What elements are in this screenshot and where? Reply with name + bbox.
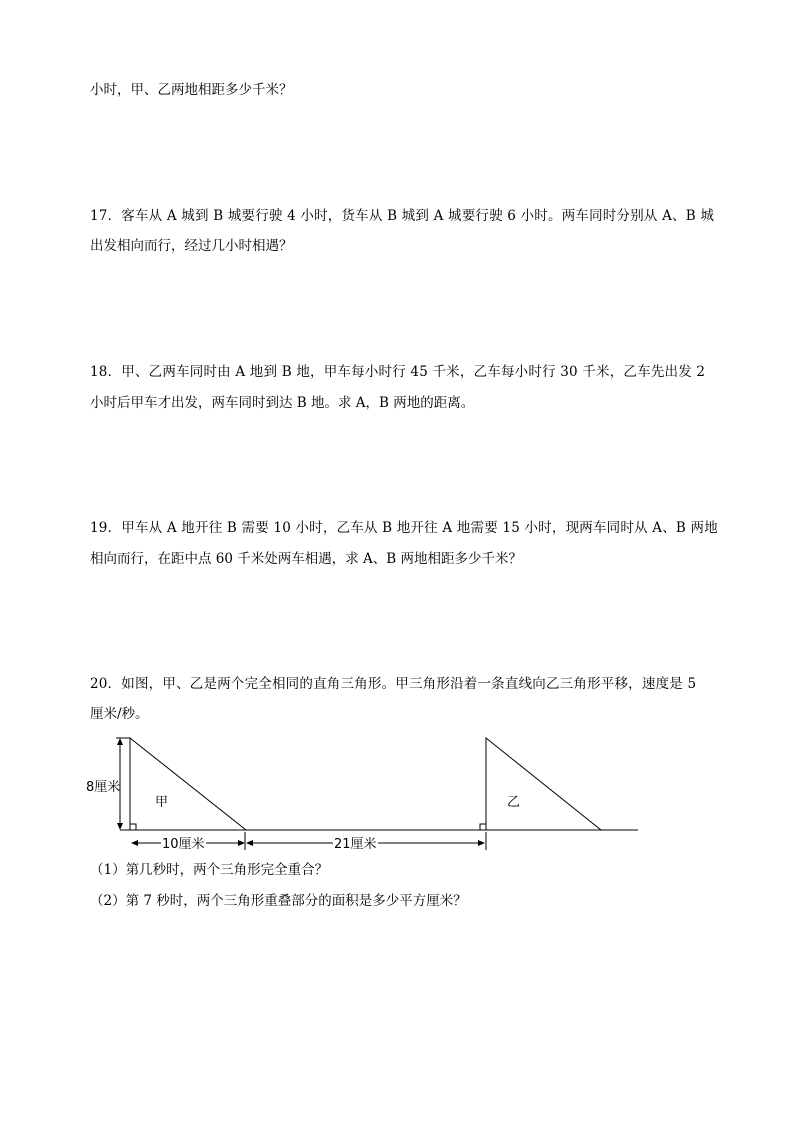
base-arrow-left bbox=[131, 840, 138, 846]
q19-text-line1: 19．甲车从 A 地开往 B 需要 10 小时，乙车从 B 地开往 A 地需要 15 小时，现两车同时从 A、B 两地 bbox=[90, 520, 718, 536]
base-arrow-right bbox=[238, 840, 245, 846]
gap-arrow-right bbox=[478, 840, 485, 846]
gap-arrow-left bbox=[246, 840, 253, 846]
q20-sub1: （1）第几秒时，两个三角形完全重合？ bbox=[90, 862, 329, 878]
q20-triangle-figure bbox=[82, 726, 642, 856]
height-arrow-top bbox=[117, 738, 123, 745]
q20-sub2: （2）第 7 秒时，两个三角形重叠部分的面积是多少平方厘米？ bbox=[90, 893, 467, 909]
right-angle-mark-jia bbox=[130, 824, 136, 830]
q18-text-line2: 小时后甲车才出发，两车同时到达 B 地。求 A，B 两地的距离。 bbox=[90, 395, 475, 411]
triangle-jia-label: 甲 bbox=[155, 795, 169, 810]
q20-text-line2: 厘米/秒。 bbox=[90, 706, 149, 722]
triangle-yi-label: 乙 bbox=[507, 795, 521, 810]
q19-text-line2: 相向而行，在距中点 60 千米处两车相遇，求 A、B 两地相距多少千米？ bbox=[90, 551, 523, 567]
right-angle-mark-yi bbox=[480, 824, 486, 830]
gap-label: 21厘米 bbox=[334, 837, 377, 852]
q20-text-line1: 20．如图，甲、乙是两个完全相同的直角三角形。甲三角形沿着一条直线向乙三角形平移，速度是 5 bbox=[90, 676, 697, 692]
base-label: 10厘米 bbox=[162, 837, 205, 852]
q17-text-line2: 出发相向而行，经过几小时相遇？ bbox=[90, 238, 293, 254]
height-arrow-bottom bbox=[117, 823, 123, 830]
q17-text-line1: 17．客车从 A 城到 B 城要行驶 4 小时，货车从 B 城到 A 城要行驶 6 小时。两车同时分别从 A、B 城 bbox=[90, 208, 715, 224]
q16-text-line2: 小时，甲、乙两地相距多少千米？ bbox=[90, 82, 293, 98]
q18-text-line1: 18．甲、乙两车同时由 A 地到 B 地，甲车每小时行 45 千米，乙车每小时行 30 千米，乙车先出发 2 bbox=[90, 364, 706, 380]
triangle-yi bbox=[486, 738, 601, 830]
triangle-jia bbox=[130, 738, 246, 830]
height-label: 8厘米 bbox=[86, 780, 121, 795]
